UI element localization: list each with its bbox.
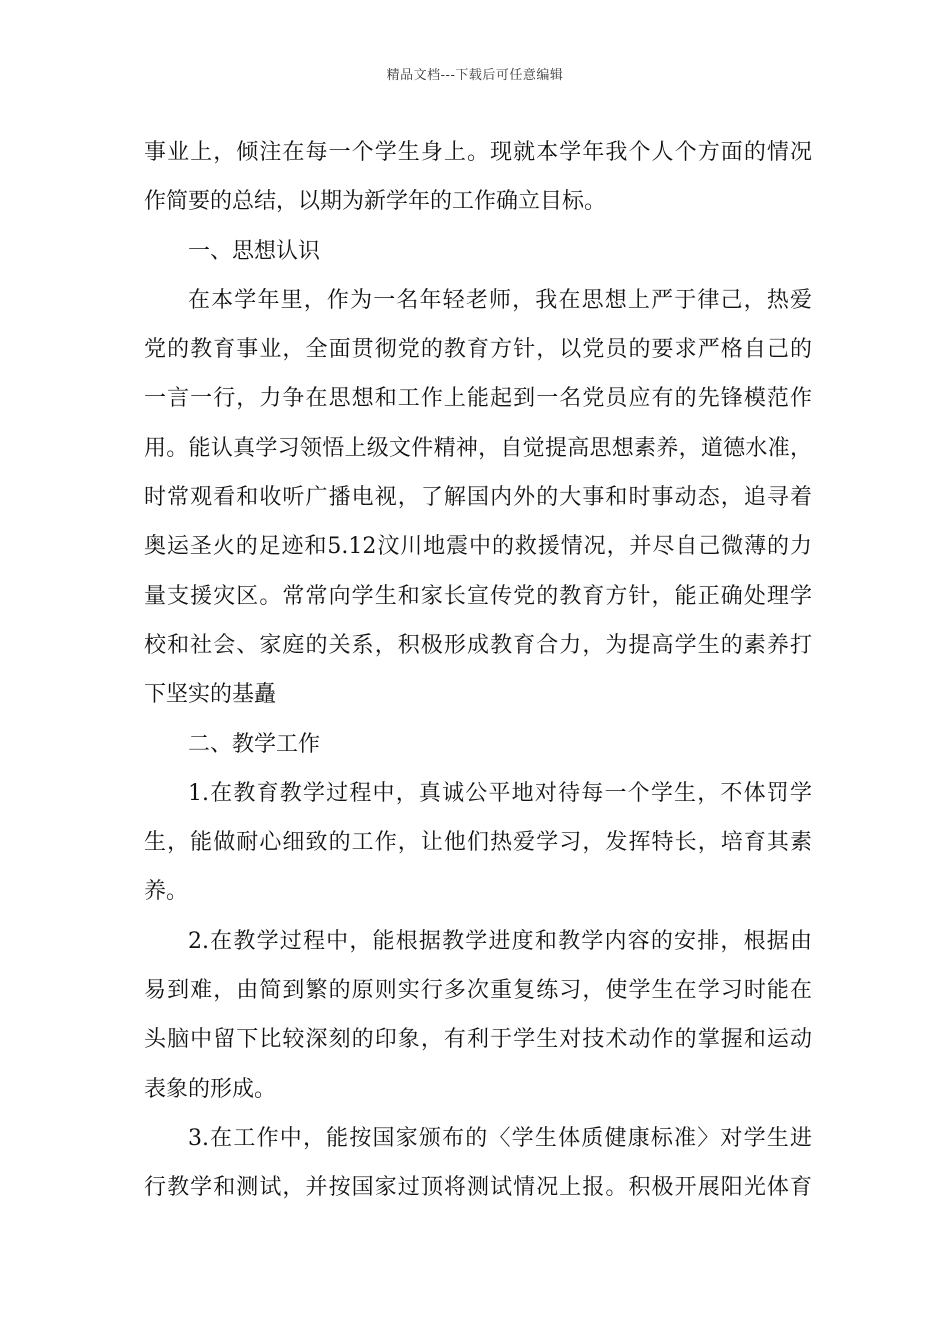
- document-body: [144, 128, 812, 1213]
- text-line: 下坚实的基矗: [144, 682, 277, 708]
- text-line: 一、思想认识: [188, 238, 321, 264]
- text-line: 事业上，倾注在每一个学生身上。现就本学年我个人个方面的情况: [144, 140, 812, 165]
- text-line: 作简要的总结，以期为新学年的工作确立目标。: [144, 189, 607, 215]
- text-line: 奥运圣火的足迹和5.12汶川地震中的救援情况，并尽自己微薄的力: [144, 534, 812, 560]
- text-line: 养。: [144, 879, 189, 905]
- text-line: 3.在工作中，能按国家颁布的〈学生体质健康标准〉对学生进: [188, 1125, 812, 1151]
- text-line: 用。能认真学习领悟上级文件精神，自觉提高思想素养，道德水准，: [144, 435, 812, 461]
- page-header: 精品文档---下载后可任意编辑: [386, 68, 564, 83]
- text-line: 头脑中留下比较深刻的印象，有利于学生对技术动作的掌握和运动: [144, 1027, 812, 1053]
- text-line: 校和社会、家庭的关系，积极形成教育合力，为提高学生的素养打: [144, 632, 812, 658]
- text-line: 量支援灾区。常常向学生和家长宣传党的教育方针，能正确处理学: [144, 583, 812, 609]
- text-line: 表象的形成。: [144, 1076, 277, 1102]
- text-line: 1.在教育教学过程中，真诚公平地对待每一个学生，不体罚学: [188, 780, 812, 806]
- text-line: 在本学年里，作为一名年轻老师，我在思想上严于律己，热爱: [188, 287, 812, 313]
- text-line: 行教学和测试，并按国家过顶将测试情况上报。积极开展阳光体育: [144, 1175, 812, 1201]
- text-line: 2.在教学过程中，能根据教学进度和教学内容的安排，根据由: [188, 928, 812, 954]
- text-line: 易到难，由简到繁的原则实行多次重复练习，使学生在学习时能在: [144, 978, 812, 1004]
- text-line: 一言一行，力争在思想和工作上能起到一名党员应有的先锋模范作: [144, 386, 812, 412]
- text-line: 二、教学工作: [188, 731, 321, 757]
- text-line: 时常观看和收听广播电视，了解国内外的大事和时事动态，追寻着: [144, 485, 812, 511]
- text-line: 党的教育事业，全面贯彻党的教育方针，以党员的要求严格自己的: [144, 337, 812, 363]
- text-line: 生，能做耐心细致的工作，让他们热爱学习，发挥特长，培育其素: [144, 830, 812, 856]
